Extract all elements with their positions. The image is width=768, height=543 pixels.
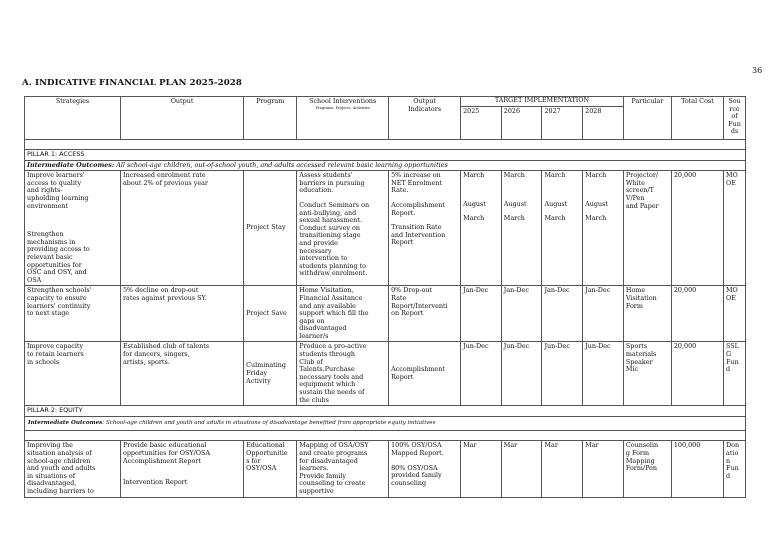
- text-line: counseling to create: [299, 479, 366, 488]
- table-row: [25, 441, 746, 497]
- month-2027-cell: March August March: [542, 171, 583, 286]
- pillar-1-outcome-text: All school-age children, out-of-school youth, and adults accessed relevant basic learning opportunities: [114, 160, 448, 169]
- text-line: Speaker: [625, 357, 653, 366]
- intervention-cell: [297, 441, 389, 497]
- source-cell: [724, 286, 746, 342]
- text-line: Financial Assitance: [299, 293, 363, 302]
- text-line: provided family: [391, 471, 442, 480]
- intervention-cell: [297, 286, 389, 342]
- cost-cell: 20,000: [671, 171, 723, 286]
- text-line: Accomplishment Report: [122, 456, 201, 465]
- text-line: supportive: [299, 486, 334, 495]
- text-line: Improving the: [27, 441, 73, 450]
- strategy-cell: [25, 286, 121, 342]
- strategy-cell: [25, 171, 121, 286]
- text-line: Sports: [625, 342, 648, 351]
- header-target: TARGET IMPLEMENTATION: [461, 97, 624, 107]
- text-line: Culminating: [246, 361, 286, 370]
- spacer-row: [25, 140, 746, 150]
- intervention-assess: [299, 172, 386, 195]
- text-line: g Form: [625, 449, 650, 457]
- output-intervention-report: Intervention Report: [122, 478, 188, 487]
- program-cell: Project Save: [244, 286, 297, 342]
- text-line: Conduct Seminars on: [299, 200, 370, 209]
- text-line: 100% OSY/OSA: [391, 441, 442, 450]
- output-cell: [120, 342, 243, 406]
- output-cell: [120, 286, 243, 342]
- text-line: access to quality: [27, 178, 82, 187]
- text-line: Provide family: [299, 471, 346, 480]
- text-line: rates against previous SY.: [122, 293, 207, 302]
- text-line: screen/T: [625, 186, 654, 195]
- text-line: sustain the needs of: [299, 388, 365, 397]
- text-line: Sou: [728, 97, 741, 105]
- indicator-cell: [389, 441, 461, 497]
- text-line: rce: [729, 104, 740, 113]
- page-number: 36: [752, 66, 763, 75]
- month-2028-cell: Jun-Dec: [583, 342, 624, 406]
- text-line: transitioning stage: [299, 231, 361, 240]
- text-line: SSL: [726, 342, 739, 351]
- text-line: Provide basic educational: [122, 441, 207, 450]
- text-line: Report: [391, 372, 414, 381]
- month-2026-cell: Jan-Dec: [501, 286, 542, 342]
- table-row: [25, 286, 746, 342]
- text-line: Fun: [726, 464, 739, 473]
- strategy-mechanisms: [27, 231, 118, 284]
- text-line: OSY/OSA: [246, 464, 277, 473]
- text-line: Counselin: [625, 441, 659, 450]
- text-line: and rights-: [27, 186, 63, 195]
- text-line: d: [726, 471, 731, 480]
- text-line: White: [625, 178, 645, 187]
- output-cell: [120, 171, 243, 286]
- text-line: Established club of talents: [122, 342, 210, 351]
- text-line: Fun: [728, 119, 741, 128]
- table-row: [25, 171, 746, 286]
- text-line: Mapping: [625, 456, 655, 465]
- month-2026-cell: Jun-Dec: [501, 342, 542, 406]
- header-source: [724, 97, 746, 140]
- month-2028-cell: Jan-Dec: [583, 286, 624, 342]
- program-cell: Project Stay: [244, 171, 297, 286]
- text-line: d: [726, 365, 731, 374]
- spacer-cell: [25, 140, 746, 150]
- indicator-cell: [389, 342, 461, 406]
- text-line: necessary tools and: [299, 372, 364, 381]
- header-indicators-line2: Indicators: [408, 104, 442, 113]
- month-2025-cell: Jan-Dec: [461, 286, 502, 342]
- text-line: Fun: [726, 357, 739, 366]
- header-interventions-sub: Programs, Projects, Activities: [315, 105, 370, 110]
- month-2026-cell: Mar: [501, 441, 542, 497]
- source-cell: [724, 171, 746, 286]
- text-line: Strengthen schools': [27, 286, 92, 295]
- cost-cell: 100,000: [671, 441, 723, 497]
- pillar-1-outcome-row: [25, 160, 746, 171]
- program-cell: [244, 342, 297, 406]
- indicator-cell: [389, 171, 461, 286]
- text-line: Activity: [246, 376, 271, 385]
- text-line: Form: [625, 301, 643, 310]
- particular-cell: [623, 171, 671, 286]
- month-2026-cell: March August March: [501, 171, 542, 286]
- text-line: for dancers, singers,: [122, 350, 190, 359]
- text-line: to next stage: [27, 309, 70, 318]
- month-2025-cell: Jun-Dec: [461, 342, 502, 406]
- text-line: Assess students': [299, 171, 353, 180]
- text-line: and any available: [299, 301, 356, 310]
- text-line: Mapping of OSA/OSY: [299, 441, 369, 450]
- text-line: Form/Pen: [625, 464, 657, 473]
- text-line: learner/s: [299, 331, 329, 340]
- text-line: of: [731, 112, 738, 121]
- text-line: support which fill the: [299, 309, 369, 318]
- text-line: Visitation: [625, 293, 657, 302]
- pillar-1-label: PILLAR 1: ACCESS: [25, 150, 746, 161]
- text-line: NET Enrolment: [391, 178, 442, 187]
- text-line: Don: [726, 441, 740, 450]
- pillar-1-outcome-label: Intermediate Outcomes:: [27, 160, 115, 169]
- month-2027-cell: Mar: [542, 441, 583, 497]
- month-2027-cell: Jan-Dec: [542, 286, 583, 342]
- pillar-2-outcome-row: [25, 416, 746, 431]
- text-line: OSA: [27, 275, 42, 284]
- text-line: for disadvantaged: [299, 456, 358, 465]
- text-line: including barriers to: [27, 486, 94, 495]
- program-cell: [244, 441, 297, 497]
- text-line: Home Visitation,: [299, 286, 354, 295]
- header-year-2026: 2026: [501, 107, 542, 140]
- text-line: Educational: [246, 441, 285, 450]
- text-line: 5% increase on: [391, 171, 441, 180]
- text-line: capacity to ensure: [27, 293, 87, 302]
- text-line: Rate: [391, 293, 407, 302]
- particular-cell: [623, 286, 671, 342]
- month-2025-cell: March August March: [461, 171, 502, 286]
- header-indicators-line1: Output: [413, 97, 436, 105]
- header-output: Output: [120, 97, 243, 140]
- text-line: G: [726, 350, 732, 359]
- text-line: on Report: [391, 309, 424, 318]
- indicator-accomplishment: [391, 202, 458, 217]
- text-line: about 2% of previous year: [122, 178, 208, 187]
- text-line: mechanisms in: [27, 237, 76, 246]
- text-line: opportunities for: [27, 260, 82, 269]
- intervention-survey: [299, 225, 386, 278]
- text-line: necessary: [299, 246, 332, 255]
- text-line: and provide: [299, 238, 338, 247]
- text-line: Produce a pro-active: [299, 342, 367, 351]
- text-line: Rate.: [391, 186, 409, 195]
- text-line: OE: [726, 178, 736, 187]
- table-header-row: [25, 97, 746, 107]
- source-cell: [724, 441, 746, 497]
- text-line: disadvantaged,: [27, 479, 77, 488]
- strategy-access: [27, 172, 118, 210]
- particular-cell: [623, 342, 671, 406]
- text-line: anti-bullying, and: [299, 208, 357, 217]
- header-year-2028: 2028: [583, 107, 624, 140]
- header-interventions: [297, 97, 389, 140]
- text-line: and youth and adults: [27, 464, 96, 473]
- text-line: Strengthen: [27, 230, 64, 239]
- text-line: and Intervention: [391, 230, 446, 239]
- text-line: n: [726, 456, 731, 465]
- text-line: withdraw enrolment.: [299, 269, 368, 278]
- text-line: Mapped Report.: [391, 449, 444, 457]
- text-line: atio: [726, 449, 739, 457]
- text-line: Improve learners': [27, 171, 85, 180]
- pillar-2-outcome: [25, 416, 746, 431]
- text-line: upholding learning: [27, 193, 89, 202]
- table-row: [25, 342, 746, 406]
- indicator-transition: [391, 224, 458, 247]
- text-line: education.: [299, 186, 334, 195]
- text-line: 80% OSY/OSA: [391, 463, 438, 472]
- text-line: equipment which: [299, 380, 356, 389]
- intervention-cell: [297, 171, 389, 286]
- text-line: sexual harassment.: [299, 216, 362, 225]
- header-strategies: Strategies: [25, 97, 121, 140]
- financial-plan-table: [24, 96, 746, 498]
- indicator-cell: [389, 286, 461, 342]
- cost-cell: 20,000: [671, 342, 723, 406]
- text-line: in schools: [27, 357, 60, 366]
- spacer-cell: [25, 431, 746, 441]
- text-line: school-age children: [27, 456, 91, 465]
- text-line: learners' continuity: [27, 301, 91, 310]
- text-line: and create programs: [299, 449, 368, 457]
- month-2027-cell: Jun-Dec: [542, 342, 583, 406]
- text-line: counseling: [391, 478, 427, 487]
- text-line: Conduct survey on: [299, 223, 360, 232]
- text-line: barriers in pursuing: [299, 178, 365, 187]
- source-cell: [724, 342, 746, 406]
- indicator-mapped: [391, 442, 458, 457]
- header-interventions-label: School Interventions: [309, 97, 377, 105]
- text-line: materials: [625, 350, 657, 359]
- text-line: relevant basic: [27, 252, 73, 261]
- month-2025-cell: Mar: [461, 441, 502, 497]
- text-line: Transition Rate: [391, 223, 442, 232]
- pillar-2-outcome-label: Intermediate Outcomes: [28, 419, 103, 426]
- text-line: students through: [299, 350, 356, 359]
- text-line: Talents.Purchase: [299, 365, 355, 374]
- document-title: A. INDICATIVE FINANCIAL PLAN 2025-2028: [22, 78, 242, 88]
- text-line: Mic: [625, 365, 639, 374]
- output-opportunities: [123, 442, 241, 465]
- text-line: Increased enrolment rate: [122, 171, 206, 180]
- text-line: 5% decline on drop-out: [122, 286, 199, 295]
- header-year-2027: 2027: [542, 107, 583, 140]
- text-line: artists, sports.: [122, 357, 170, 366]
- text-line: learners.: [299, 464, 329, 473]
- header-year-2025: 2025: [461, 107, 502, 140]
- text-line: Home: [625, 286, 646, 295]
- text-line: MO: [726, 171, 738, 180]
- text-line: gaps on: [299, 316, 325, 325]
- pillar-1-outcome: [25, 160, 746, 171]
- text-line: in situations of: [27, 471, 76, 480]
- text-line: ds: [730, 127, 739, 136]
- text-line: OE: [726, 293, 736, 302]
- month-2028-cell: March August March: [583, 171, 624, 286]
- text-line: OSC and OSY, and: [27, 268, 87, 277]
- text-line: intervention to: [299, 254, 348, 263]
- intervention-cell: [297, 342, 389, 406]
- text-line: providing access to: [27, 245, 90, 254]
- text-line: 0% Drop-out: [391, 286, 433, 295]
- text-line: students planning to: [299, 261, 367, 270]
- text-line: Report: [391, 238, 414, 247]
- strategy-cell: [25, 441, 121, 497]
- text-line: Opportunitie: [246, 449, 288, 457]
- text-line: Friday: [246, 369, 268, 378]
- pillar-1-row: [25, 150, 746, 161]
- spacer-row: [25, 431, 746, 441]
- output-cell: [120, 441, 243, 497]
- pillar-2-row: [25, 406, 746, 417]
- month-2028-cell: Mar: [583, 441, 624, 497]
- text-line: Club of: [299, 357, 323, 366]
- intervention-seminars: [299, 202, 386, 225]
- header-program: Program: [244, 97, 297, 140]
- text-line: disadvantaged: [299, 324, 347, 333]
- indicator-enrolment: [391, 172, 458, 195]
- indicator-counseling: [391, 465, 458, 488]
- cost-cell: 20,000: [671, 286, 723, 342]
- text-line: Accomplishment: [391, 200, 445, 209]
- text-line: Improve capacity: [27, 342, 84, 351]
- text-line: Report/Interventi: [391, 301, 448, 310]
- text-line: the clubs: [299, 395, 329, 404]
- text-line: Accomplishment: [391, 365, 445, 374]
- header-total-cost: Total Cost: [671, 97, 723, 140]
- text-line: to retain learners: [27, 350, 84, 359]
- text-line: opportunities for OSY/OSA: [122, 449, 210, 457]
- text-line: situation analysis of: [27, 449, 92, 457]
- pillar-2-label: PILLAR 2: EQUITY: [25, 406, 746, 417]
- text-line: V/Pen: [625, 193, 645, 202]
- text-line: Report.: [391, 208, 416, 217]
- pillar-2-outcome-text: : School-age children and youth and adults in situations of disadvantage benefited from appropriate equity initiatives: [102, 419, 436, 426]
- text-line: Projector/: [625, 171, 659, 180]
- text-line: environment: [27, 201, 69, 210]
- particular-cell: [623, 441, 671, 497]
- strategy-cell: [25, 342, 121, 406]
- text-line: s for: [246, 456, 261, 465]
- header-particular: Particular: [623, 97, 671, 140]
- header-indicators: [389, 97, 461, 140]
- text-line: MO: [726, 286, 738, 295]
- text-line: and Paper: [625, 201, 659, 210]
